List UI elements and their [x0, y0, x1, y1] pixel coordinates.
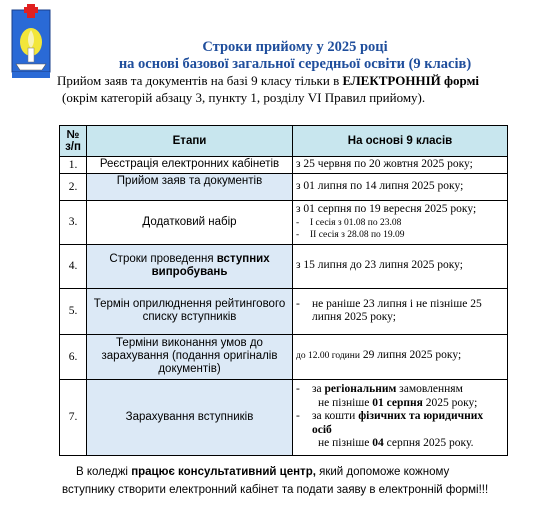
row-num: 1.	[60, 157, 87, 174]
session-1: І сесія з 01.08 по 23.08	[310, 217, 402, 228]
row-stage: Терміни виконання умов до зарахування (подання оригіналів документів)	[87, 334, 293, 379]
intro-line-1: Прийом заяв та документів на базі 9 класу тільки в ЕЛЕКТРОННІЙ формі	[56, 73, 480, 88]
table-row	[60, 173, 508, 200]
row-num: 2.	[60, 173, 87, 200]
row-num: 4.	[60, 244, 87, 288]
row-range: з 25 червня по 20 жовтня 2025 року;	[293, 157, 508, 174]
row-stage: Додатковий набір	[87, 200, 293, 244]
header-stage: Етапи	[87, 126, 293, 157]
table-row	[60, 288, 508, 334]
table-row	[60, 244, 508, 288]
row-stage: Реєстрація електронних кабінетів	[87, 157, 293, 174]
row-range: з 01 серпня по 19 вересня 2025 року; - І сесія з 01.08 по 23.08 - ІІ сесія з 28.08 по 19.09	[293, 200, 508, 244]
row-range: - не раніше 23 липня і не пізніше 25 липня 2025 року;	[293, 288, 508, 334]
row-stage: Прийом заяв та документів	[87, 173, 293, 200]
header-num: № з/п	[60, 126, 87, 157]
row-range: з 01 липня по 14 липня 2025 року;	[293, 173, 508, 200]
table-row	[60, 379, 508, 455]
page-subtitle: на основі базової загальної середньої освіти (9 класів)	[118, 56, 472, 72]
table-row	[60, 200, 508, 244]
consultation-notice: В коледжі працює консультативний центр, який допоможе кожному вступнику створити електронний кабінет та подати заяву в електронній формі!!!	[62, 466, 489, 496]
header-basis: На основі 9 класів	[293, 126, 508, 157]
table-row	[60, 157, 508, 174]
admission-schedule-table	[59, 125, 508, 456]
row-stage: Термін оприлюднення рейтингового списку вступників	[87, 288, 293, 334]
session-2: ІІ сесія з 28.08 по 19.09	[310, 229, 405, 240]
page-title: Строки прийому у 2025 році	[202, 39, 388, 55]
row-num: 5.	[60, 288, 87, 334]
table-row	[60, 334, 508, 379]
row-range: - за регіональним замовленням не пізніше 01 серпня 2025 року; - за кошти фізичних та юридичних осіб не пізніше 04 серпня 2025 року.	[293, 379, 508, 455]
row-stage: Строки проведення вступних випробувань	[87, 244, 293, 288]
row-num: 6.	[60, 334, 87, 379]
row-num: 7.	[60, 379, 87, 455]
intro-line-2: (окрім категорій абзацу 3, пункту 1, розділу VI Правил прийому).	[62, 90, 426, 105]
row-range: до 12.00 години 29 липня 2025 року;	[293, 334, 508, 379]
row-stage: Зарахування вступників	[87, 379, 293, 455]
college-logo	[6, 4, 56, 84]
row-range: з 15 липня до 23 липня 2025 року;	[293, 244, 508, 288]
row-num: 3.	[60, 200, 87, 244]
